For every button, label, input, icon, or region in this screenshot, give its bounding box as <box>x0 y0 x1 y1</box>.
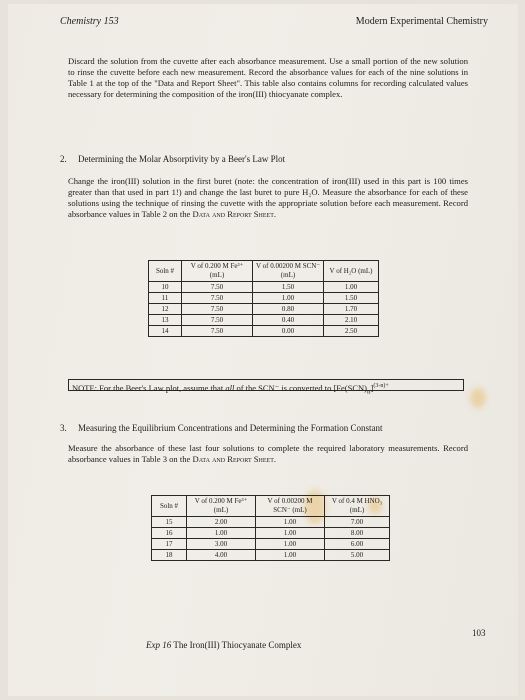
column-header: Soln # <box>152 496 187 517</box>
table-row <box>149 282 379 293</box>
section-2-paragraph <box>68 176 468 220</box>
table-cell: 1.70 <box>324 304 379 315</box>
table-cell: 15 <box>152 517 187 528</box>
table-row <box>149 293 379 304</box>
table-cell: 2.10 <box>324 315 379 326</box>
table-cell: 3.00 <box>187 539 256 550</box>
table-row <box>152 528 390 539</box>
table-row <box>149 326 379 337</box>
document-page <box>8 4 518 696</box>
table-cell: 0.40 <box>253 315 324 326</box>
table-cell: 0.80 <box>253 304 324 315</box>
table-cell: 7.50 <box>182 326 253 337</box>
table-cell: 12 <box>149 304 182 315</box>
table-cell: 7.50 <box>182 282 253 293</box>
table-cell: 16 <box>152 528 187 539</box>
note-text: of the SCN⁻ is converted to [Fe(SCN) <box>236 382 367 393</box>
note-text: NOTE: For the Beer's Law plot, assume that <box>72 382 224 393</box>
table-cell: 1.00 <box>256 528 325 539</box>
table-cell: 1.00 <box>253 293 324 304</box>
section-number: 2. <box>60 154 67 164</box>
table-cell: 7.50 <box>182 315 253 326</box>
table-cell: 6.00 <box>325 539 390 550</box>
table-cell: 2.00 <box>187 517 256 528</box>
paragraph-text: Measure the absorbance of these last four solutions to complete the required laboratory measurements. Record absorbance values in Table 3 on the <box>68 443 468 464</box>
table-cell: 7.50 <box>182 304 253 315</box>
page-number: 103 <box>472 628 486 638</box>
column-header: V of H₂O (mL) <box>324 261 379 282</box>
table-cell: 0.00 <box>253 326 324 337</box>
section-title: Measuring the Equilibrium Concentrations and Determining the Formation Constant <box>78 423 383 433</box>
table-cell: 1.00 <box>256 517 325 528</box>
note-superscript: (3-n)+ <box>373 383 389 389</box>
table-cell: 1.00 <box>324 282 379 293</box>
table-row <box>149 304 379 315</box>
table-cell: 1.00 <box>256 550 325 561</box>
section-number: 3. <box>60 423 67 433</box>
course-title: Chemistry 153 <box>60 16 119 27</box>
table-cell: 7.00 <box>325 517 390 528</box>
table-cell: 1.00 <box>256 539 325 550</box>
note-emphasis: all <box>225 382 235 393</box>
table-row <box>149 315 379 326</box>
table-cell: 4.00 <box>187 550 256 561</box>
page-header <box>60 16 488 27</box>
table-cell: 18 <box>152 550 187 561</box>
experiment-title: The Iron(III) Thiocyanate Complex <box>173 640 302 650</box>
table-cell: 1.50 <box>324 293 379 304</box>
sheet-reference: Data and Report Sheet <box>192 454 274 464</box>
column-header: V of 0.200 M Fe³⁺ (mL) <box>182 261 253 282</box>
table-cell: 11 <box>149 293 182 304</box>
column-header: V of 0.00200 M SCN⁻ (mL) <box>256 496 325 517</box>
table-cell: 13 <box>149 315 182 326</box>
column-header: V of 0.00200 M SCN⁻ (mL) <box>253 261 324 282</box>
paragraph-end: . <box>273 209 277 219</box>
note-text: . <box>388 382 391 393</box>
page-footer <box>146 640 301 650</box>
section-3-heading <box>60 423 382 433</box>
table-cell: 5.00 <box>325 550 390 561</box>
intro-paragraph: Discard the solution from the cuvette after each absorbance measurement. Use a small portion of the new solution to rinse the cuvette before each new measurement. Record the absorbance values for each of the nine solutions in Table 1 at the top of the "Data and Report Sheet". This table also contains columns for recording calculated values necessary for determining the composition of the iron(III) thiocyanate complex. <box>68 56 468 99</box>
section-2-heading <box>60 154 285 164</box>
table-cell: 8.00 <box>325 528 390 539</box>
table-3 <box>151 495 390 561</box>
beers-law-note <box>68 379 464 396</box>
stain-mark <box>470 388 486 408</box>
book-title: Modern Experimental Chemistry <box>355 16 488 27</box>
table-cell: 7.50 <box>182 293 253 304</box>
paragraph-end: . <box>273 454 277 464</box>
table-row <box>152 550 390 561</box>
paragraph-text: Change the iron(III) solution in the first buret (note: the concentration of iron(III) used in this part is 100 times greater than that used in part 1!) and change the last buret to pure H₂O. Measure the absorbance for each of these solutions using the technique of rinsing the cuvette with the appropriate solution before each measurement. Record absorbance values in Table 2 on the <box>68 176 468 219</box>
note-text: ] <box>370 382 374 393</box>
table-row <box>152 539 390 550</box>
table-cell: 10 <box>149 282 182 293</box>
sheet-reference: Data and Report Sheet <box>192 209 274 219</box>
table-cell: 14 <box>149 326 182 337</box>
section-title: Determining the Molar Absorptivity by a Beer's Law Plot <box>78 154 286 164</box>
experiment-number: Exp 16 <box>146 640 172 650</box>
table-cell: 1.50 <box>253 282 324 293</box>
table-cell: 1.00 <box>187 528 256 539</box>
table-cell: 17 <box>152 539 187 550</box>
table-2 <box>148 260 379 337</box>
column-header: V of 0.200 M Fe³⁺ (mL) <box>187 496 256 517</box>
column-header: Soln # <box>149 261 182 282</box>
table-cell: 2.50 <box>324 326 379 337</box>
section-3-paragraph <box>68 443 468 465</box>
table-row <box>152 517 390 528</box>
column-header: V of 0.4 M HNO₃ (mL) <box>325 496 390 517</box>
note-subscript: n <box>367 387 371 396</box>
